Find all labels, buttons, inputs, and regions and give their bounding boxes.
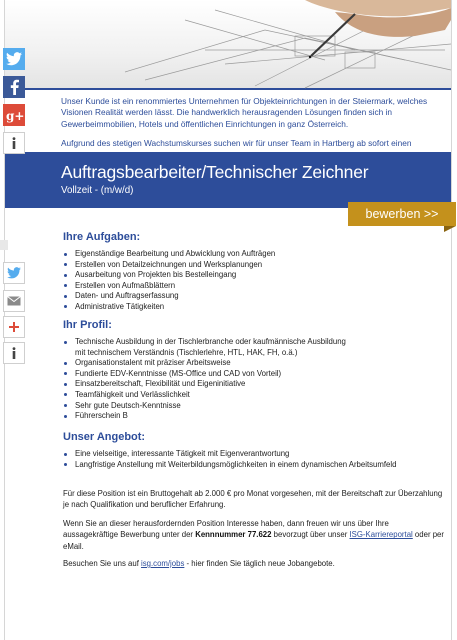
twitter-icon (7, 267, 21, 279)
list-item: Erstellen von Detailzeichnungen und Werksplanungen (63, 260, 445, 271)
mail-share-button[interactable] (3, 290, 25, 312)
apply-button[interactable] (348, 202, 456, 226)
reference-number: Kennnummer 77.622 (195, 530, 272, 540)
twitter-icon (6, 52, 22, 66)
twitter-share-button[interactable] (3, 48, 25, 70)
job-ad-page (4, 0, 452, 640)
job-subtitle: Vollzeit - (m/w/d) (61, 185, 134, 196)
list-item: Eigenständige Bearbeitung und Abwicklung von Aufträgen (63, 249, 445, 260)
intro-paragraph: Unser Kunde ist ein renommiertes Unternehmen für Objekteinrichtungen in der Steiermark, welches Visionen Realität werden lässt. Die handwerklich herausragenden Lösungen finden sich in Gewerbeimmobilien, Hotels und öffentlichen Einrichtungen in ganz Österreich. (61, 96, 428, 129)
plus-icon (9, 322, 19, 332)
visit-text: Besuchen Sie uns auf isg.com/jobs - hier finden Sie täglich neue Jobangebote. (63, 559, 335, 568)
plus-button[interactable] (3, 316, 25, 338)
salary-text: Für diese Position ist ein Bruttogehalt ab 2.000 € pro Monat vorgesehen, mit der Bereitschaft zur Überzahlung je nach Qualifikation und beruflicher Erfahrung. (63, 489, 443, 510)
scroll-marker (0, 240, 8, 250)
jobs-link[interactable]: isg.com/jobs (141, 559, 185, 568)
job-title-banner (5, 152, 451, 208)
twitter-share-button[interactable] (3, 262, 25, 284)
offer-list (63, 449, 445, 470)
job-title: Auftragsbearbeiter/Technischer Zeichner (61, 162, 369, 182)
tasks-list (63, 249, 445, 313)
list-item: Sehr gute Deutsch-Kenntnisse (63, 401, 445, 412)
list-item: Organisationstalent mit präziser Arbeitsweise (63, 358, 445, 369)
profile-heading: Ihr Profil: (63, 319, 112, 331)
offer-section (63, 430, 445, 470)
mail-icon (7, 296, 21, 306)
offer-heading: Unser Angebot: (63, 431, 146, 443)
intro-hiring-line: Aufgrund des stetigen Wachstumskurses suchen wir für unser Team in Hartberg ab sofort einen (61, 137, 412, 148)
list-item: Einsatzbereitschaft, Flexibilität und Eigeninitiative (63, 379, 445, 390)
list-item: Eine vielseitige, interessante Tätigkeit mit Eigenverantwortung (63, 449, 445, 460)
google-plus-share-button[interactable] (3, 104, 25, 126)
intro-text (61, 96, 441, 149)
list-item: Administrative Tätigkeiten (63, 302, 445, 313)
list-item: Erstellen von Aufmaßblättern (63, 281, 445, 292)
list-item: Teamfähigkeit und Verlässlichkeit (63, 390, 445, 401)
list-item: Langfristige Anstellung mit Weiterbildungsmöglichkeiten in einem dynamischen Arbeitsumfeld (63, 460, 445, 471)
career-portal-link[interactable]: ISG-Karriereportal (349, 530, 413, 540)
tasks-heading: Ihre Aufgaben: (63, 231, 141, 243)
hero-image (5, 0, 451, 90)
apply-button-label: bewerben >> (365, 207, 439, 221)
profile-list (63, 337, 445, 422)
application-text: Wenn Sie an dieser herausfordernden Position Interesse haben, dann freuen wir uns über Ihre aussagekräftige Bewerbung unter der Kennnummer 77.622 bevorzugt über unser ISG-Karriereportal oder per eMail. (63, 519, 444, 551)
info-icon (11, 137, 17, 149)
svg-text:g+: g+ (6, 109, 25, 123)
tasks-section (63, 230, 445, 313)
ribbon-fold (444, 226, 456, 232)
list-item: Fundierte EDV-Kenntnisse (MS-Office und CAD von Vorteil) (63, 369, 445, 380)
list-item: Führerschein B (63, 411, 445, 422)
facebook-icon (10, 79, 19, 95)
list-item: Ausarbeitung von Projekten bis Bestelleingang (63, 270, 445, 281)
list-item: Technische Ausbildung in der Tischlerbranche oder kaufmännische Ausbildung mit technischem Verständnis (Tischlerlehre, HTL, HAK, FH, o.ä.) (63, 337, 445, 358)
profile-section (63, 318, 445, 422)
facebook-share-button[interactable] (3, 76, 25, 98)
list-item: Daten- und Auftragserfassung (63, 291, 445, 302)
info-icon (11, 347, 17, 359)
info-button[interactable] (3, 342, 25, 364)
info-button[interactable] (3, 132, 25, 154)
google-plus-icon (6, 108, 25, 123)
